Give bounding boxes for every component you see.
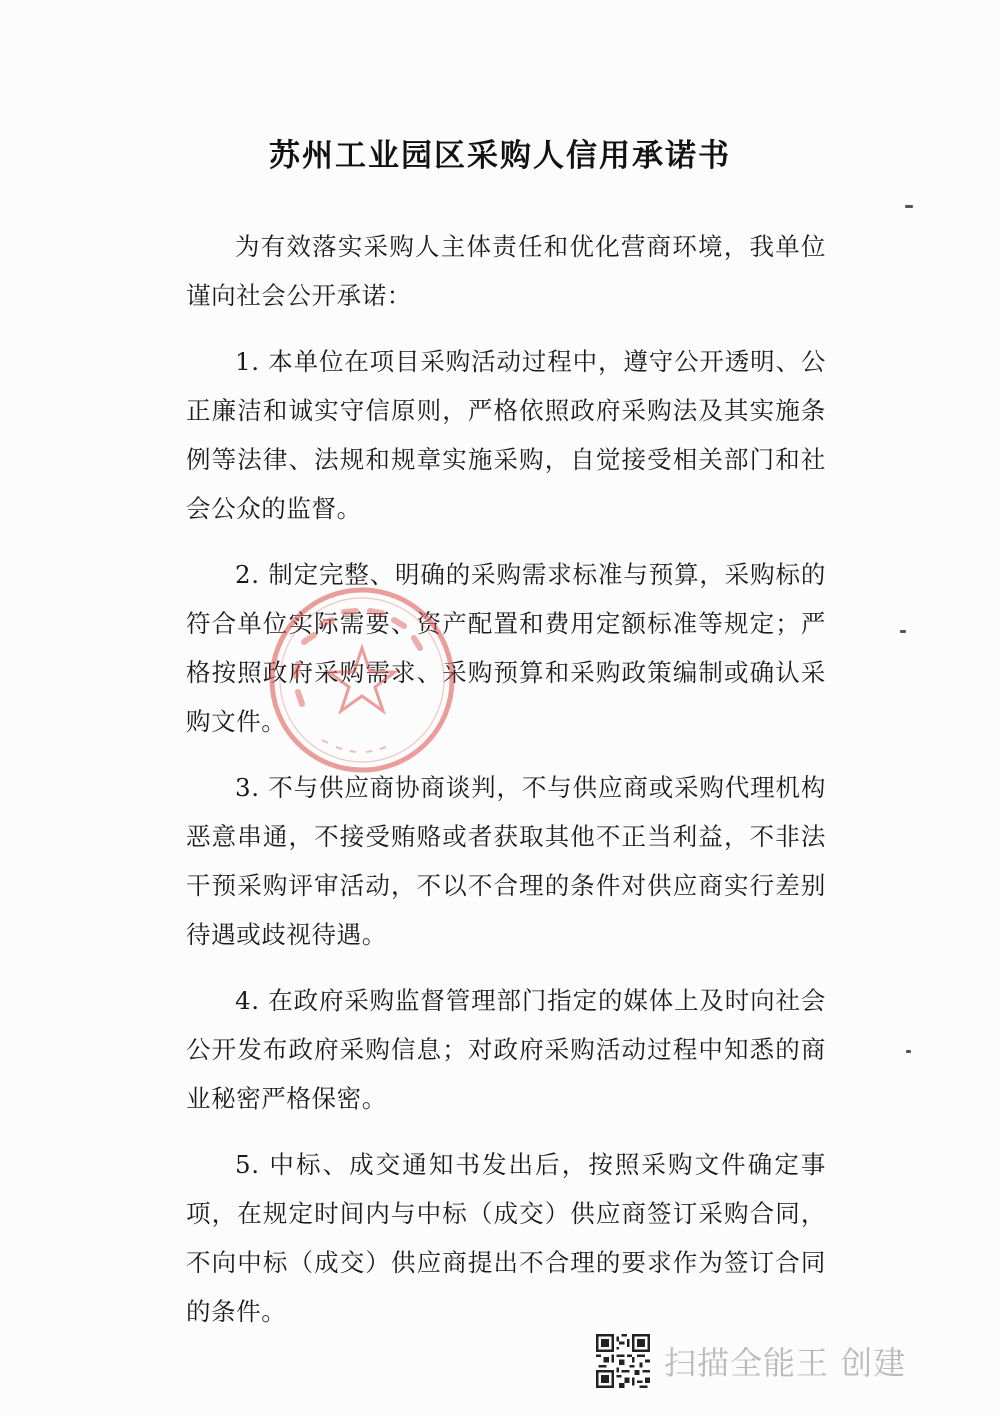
official-seal-stamp (262, 580, 462, 780)
paragraph-2: 2. 制定完整、明确的采购需求标准与预算，采购标的符合单位实际需要、资产配置和费用定额标准等规定；严格按照政府采购需求、采购预算和采购政策编制或确认采购文件。 (186, 560, 826, 736)
scan-edge-mark (905, 205, 913, 208)
scan-edge-mark (900, 630, 906, 633)
paragraph-5: 5. 中标、成交通知书发出后，按照采购文件确定事项，在规定时间内与中标（成交）供应商签订采购合同，不向中标（成交）供应商提出不合理的要求作为签订合同的条件。 (186, 1150, 826, 1326)
scanner-watermark (596, 1334, 906, 1388)
document-title: 苏州工业园区采购人信用承诺书 (269, 138, 731, 174)
paragraph-intro: 为有效落实采购人主体责任和优化营商环境，我单位谨向社会公开承诺： (186, 232, 826, 310)
qr-code-icon (596, 1334, 650, 1388)
document-body (186, 222, 826, 1353)
paragraph-3: 3. 不与供应商协商谈判，不与供应商或采购代理机构恶意串通，不接受贿赂或者获取其他不正当利益，不非法干预采购评审活动，不以不合理的条件对供应商实行差别待遇或歧视待遇。 (186, 773, 826, 949)
scanner-label: 扫描全能王 创建 (664, 1344, 907, 1382)
paragraph-1: 1. 本单位在项目采购活动过程中，遵守公开透明、公正廉洁和诚实守信原则，严格依照政府采购法及其实施条例等法律、法规和规章实施采购，自觉接受相关部门和社会公众的监督。 (186, 347, 826, 523)
paragraph-4: 4. 在政府采购监督管理部门指定的媒体上及时向社会公开发布政府采购信息；对政府采购活动过程中知悉的商业秘密严格保密。 (186, 986, 826, 1113)
scan-edge-mark (906, 1050, 911, 1053)
